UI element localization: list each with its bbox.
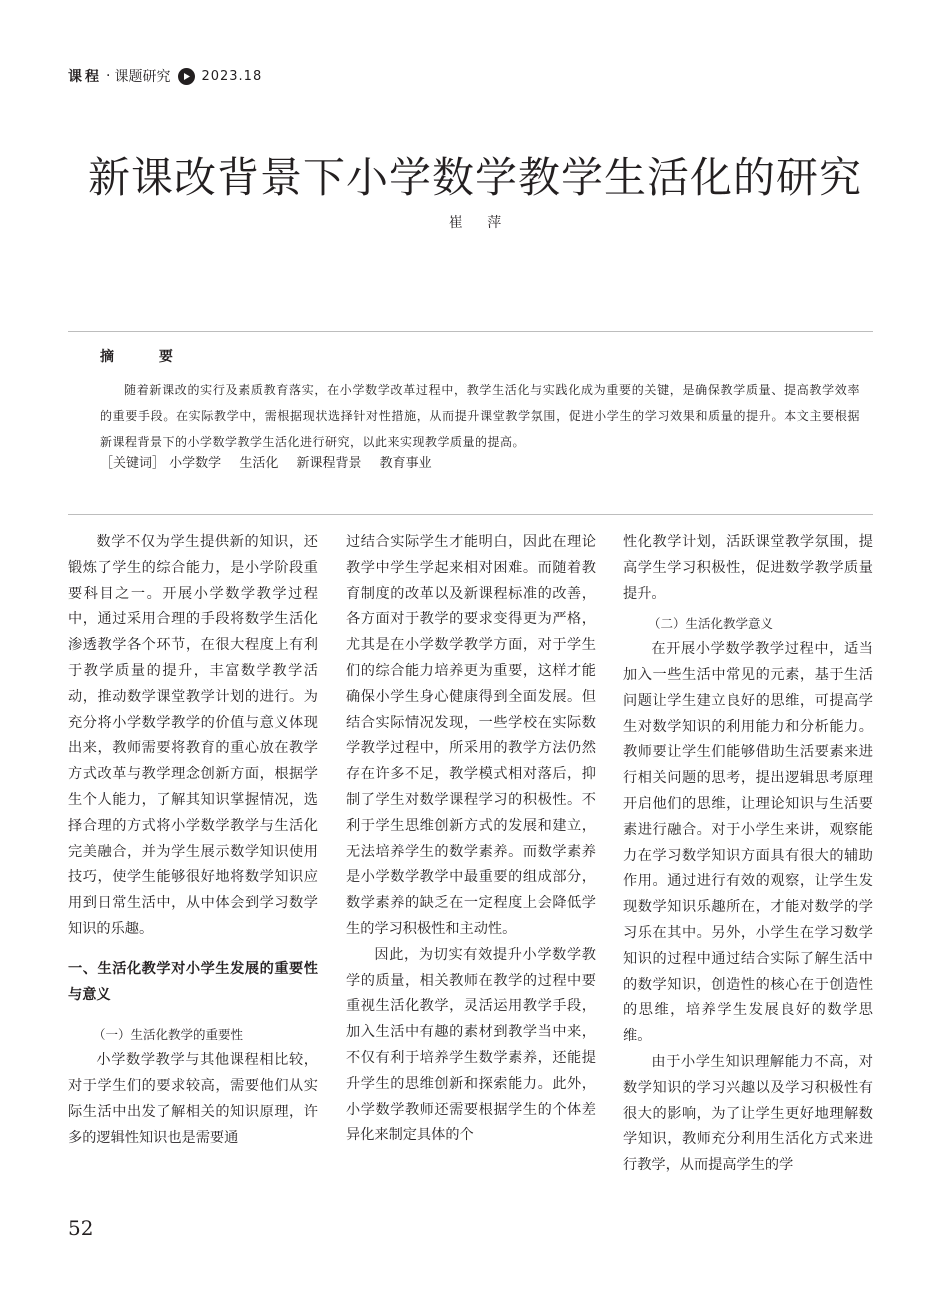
abstract-text: 随着新课改的实行及素质教育落实，在小学数学改革过程中，教学生活化与实践化成为重要的关键，是确保教学质量、提高教学效率的重要手段。在实际教学中，需根据现状选择针对性措施，从而提升课堂教学氛围，促进小学生的学习效果和质量的提升。本文主要根据新课程背景下的小学数学教学生活化进行研究，以此来实现教学质量的提高。 — [100, 383, 860, 449]
body-column-1 — [68, 530, 318, 1151]
play-icon — [178, 68, 195, 85]
body-paragraph: 小学数学教学与其他课程相比较，对于学生们的要求较高，需要他们从实际生活中出发了解相关的知识原理，许多的逻辑性知识也是需要通 — [68, 1052, 318, 1146]
keyword: 生活化 — [239, 456, 279, 471]
header-separator: · — [106, 68, 111, 84]
header-issue: 2023.18 — [201, 68, 263, 84]
body-column-3 — [623, 530, 873, 1179]
keyword: 教育事业 — [379, 456, 432, 471]
header-course: 课程 — [68, 69, 102, 85]
page-number: 52 — [68, 1216, 94, 1240]
keyword: 小学数学 — [169, 456, 222, 471]
body-paragraph: 由于小学生知识理解能力不高，对数学知识的学习兴趣以及学习积极性有很大的影响，为了让学生更好地理解数学知识，教师充分利用生活化方式来进行教学，从而提高学生的学 — [623, 1053, 873, 1174]
body-paragraph: 因此，为切实有效提升小学数学教学的质量，相关教师在教学的过程中要重视生活化教学，灵活运用教学手段，加入生活中有趣的素材到教学当中来，不仅有利于培养学生数学素养，还能提升学生的思维创新和探索能力。此外，小学数学教师还需要根据学生的个体差异化来制定具体的个 — [346, 946, 596, 1144]
body-paragraph: 数学不仅为学生提供新的知识，还锻炼了学生的综合能力，是小学阶段重要科目之一。开展小学数学教学过程中，通过采用合理的手段将数学生活化渗透教学各个环节，在很大程度上有利于教学质量的提升，丰富数学教学活动，推动数学课堂教学计划的进行。为充分将小学数学教学的价值与意义体现出来，教师需要将教育的重心放在教学方式改革与教学理念创新方面，根据学生个人能力，了解其知识掌握情况，选择合理的方式将小学数学教学与生活化完美融合，并为学生展示数学知识使用技巧，使学生能够很好地将数学知识应用到日常生活中，从中体会到学习数学知识的乐趣。 — [68, 534, 318, 937]
article-title: 新课改背景下小学数学教学生活化的研究 — [87, 153, 862, 202]
body-paragraph: 性化教学计划，活跃课堂教学氛围，提高学生学习积极性，促进数学教学质量提升。 — [623, 534, 873, 602]
body-paragraph: 过结合实际学生才能明白，因此在理论教学中学生学起来相对困难。而随着教育制度的改革以及新课程标准的改善，各方面对于教学的要求变得更为严格，尤其是在小学数学教学方面，对于学生们的综合能力培养更为重要，这样才能确保小学生身心健康得到全面发展。但结合实际情况发现，一些学校在实际数学教学过程中，所采用的教学方法仍然存在许多不足，教学模式相对落后，抑制了学生对数学课程学习的积极性。不利于学生思维创新方式的发展和建立，无法培养学生的数学素养。而数学素养是小学数学教学中最重要的组成部分，数学素养的缺乏在一定程度上会降低学生的学习积极性和主动性。 — [346, 534, 596, 937]
abstract-bottom-rule — [68, 514, 873, 515]
keywords-label: ［关键词］ — [100, 456, 166, 471]
keyword: 新课程背景 — [296, 456, 362, 471]
abstract-heading: 摘 要 — [100, 349, 193, 365]
body-column-2 — [346, 530, 596, 1149]
abstract-top-rule — [68, 331, 873, 332]
journal-header — [68, 64, 262, 88]
section-heading: 一、生活化教学对小学生发展的重要性与意义 — [68, 960, 318, 1003]
body-paragraph: 在开展小学数学教学过程中，适当加入一些生活中常见的元素，基于生活问题让学生建立良好的思维，可提高学生对数学知识的利用能力和分析能力。教师要让学生们能够借助生活要素来进行相关问题的思考，提出逻辑思考原理开启他们的思维，让理论知识与生活要素进行融合。对于小学生来讲，观察能力在学习数学知识方面具有很大的辅助作用。通过进行有效的观察，让学生发现数学知识乐趣所在，才能对数学的学习乐在其中。另外，小学生在学习数学知识的过程中通过结合实际了解生活中的数学知识，创造性的核心在于创造性的思维，培养学生发展良好的数学思维。 — [623, 641, 873, 1045]
article-author: 崔 萍 — [448, 215, 512, 231]
keywords — [100, 452, 446, 471]
header-section: 课题研究 — [114, 69, 171, 85]
subsection-heading: （二）生活化教学意义 — [648, 616, 774, 632]
subsection-heading: （一）生活化教学的重要性 — [93, 1027, 244, 1043]
